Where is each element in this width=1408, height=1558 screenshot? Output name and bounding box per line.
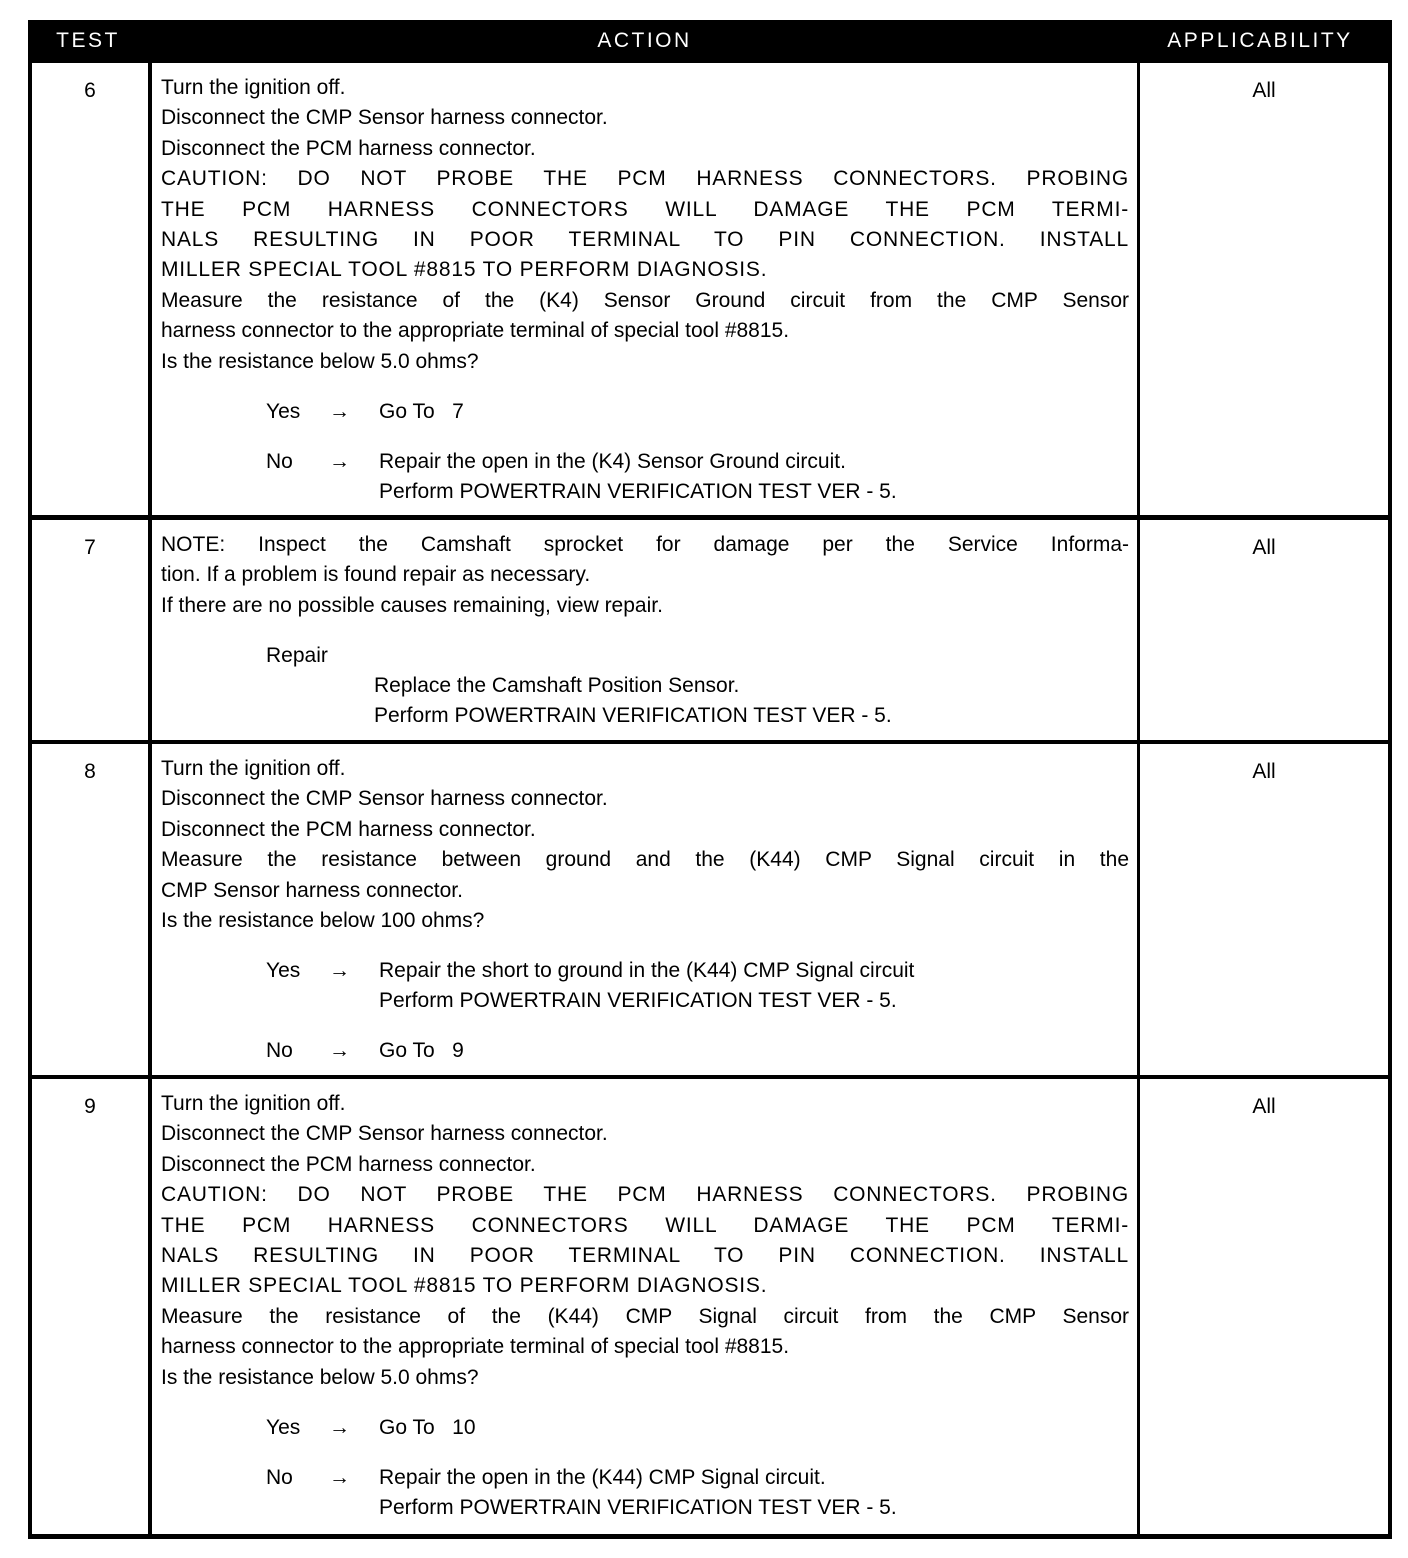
test-number: 7	[32, 520, 148, 740]
caution-line: MILLER SPECIAL TOOL #8815 TO PERFORM DIAGNOSIS.	[161, 1274, 768, 1298]
caution-line: CAUTION: DO NOT PROBE THE PCM HARNESS CONNECTORS. PROBING	[161, 167, 1129, 191]
action-line: Measure the resistance between ground and the (K44) CMP Signal circuit in the	[161, 848, 1129, 872]
no-result: Perform POWERTRAIN VERIFICATION TEST VER - 5.	[379, 1496, 897, 1520]
action-cell	[152, 63, 1137, 515]
note-line: NOTE: Inspect the Camshaft sprocket for damage per the Service Informa-	[161, 533, 1129, 556]
action-line: If there are no possible causes remaining, view repair.	[161, 593, 663, 617]
no-label: No	[266, 450, 293, 474]
question-line: Is the resistance below 5.0 ohms?	[161, 1365, 479, 1389]
header-applicability: APPLICABILITY	[1167, 29, 1353, 52]
yes-result: Go To 7	[379, 400, 464, 424]
yes-label: Yes	[266, 400, 301, 424]
question-line: Is the resistance below 100 ohms?	[161, 909, 485, 933]
header-test: TEST	[56, 29, 120, 52]
yes-option	[161, 397, 1129, 427]
test-number: 9	[32, 1079, 148, 1534]
no-result: Go To 9	[379, 1039, 464, 1063]
test-number: 6	[32, 63, 148, 515]
action-line: Disconnect the CMP Sensor harness connector.	[161, 106, 608, 130]
no-option	[161, 447, 1129, 507]
arrow-icon: →	[329, 1466, 350, 1490]
arrow-icon: →	[329, 1039, 350, 1063]
no-option	[161, 1036, 1129, 1066]
applicability-cell: All	[1140, 744, 1388, 1075]
test-number: 8	[32, 744, 148, 1075]
no-result: Repair the open in the (K44) CMP Signal circuit.	[379, 1466, 826, 1490]
arrow-icon: →	[329, 1416, 350, 1440]
no-result: Perform POWERTRAIN VERIFICATION TEST VER - 5.	[379, 480, 897, 504]
no-result: Repair the open in the (K4) Sensor Ground circuit.	[379, 450, 846, 474]
applicability-cell: All	[1140, 1079, 1388, 1534]
caution-line: NALS RESULTING IN POOR TERMINAL TO PIN CONNECTION. INSTALL	[161, 1244, 1129, 1268]
caution-line: THE PCM HARNESS CONNECTORS WILL DAMAGE THE PCM TERMI-	[161, 197, 1129, 221]
caution-line: MILLER SPECIAL TOOL #8815 TO PERFORM DIAGNOSIS.	[161, 258, 768, 282]
no-option	[161, 1463, 1129, 1523]
action-line: harness connector to the appropriate terminal of special tool #8815.	[161, 319, 790, 343]
action-line: Disconnect the PCM harness connector.	[161, 1152, 536, 1176]
action-line: Disconnect the PCM harness connector.	[161, 817, 536, 841]
action-line: Turn the ignition off.	[161, 757, 346, 780]
action-line: Measure the resistance of the (K44) CMP Signal circuit from the CMP Sensor	[161, 1304, 1129, 1328]
no-label: No	[266, 1466, 293, 1490]
action-line: Measure the resistance of the (K4) Sensor Ground circuit from the CMP Sensor	[161, 288, 1129, 312]
yes-label: Yes	[266, 1416, 301, 1440]
action-line: harness connector to the appropriate terminal of special tool #8815.	[161, 1335, 790, 1359]
caution-line: NALS RESULTING IN POOR TERMINAL TO PIN CONNECTION. INSTALL	[161, 228, 1129, 252]
action-line: Disconnect the PCM harness connector.	[161, 136, 536, 160]
repair-label: Repair	[266, 644, 328, 668]
action-line: Disconnect the CMP Sensor harness connector.	[161, 787, 608, 811]
repair-step: Replace the Camshaft Position Sensor.	[374, 674, 740, 698]
action-cell	[152, 1079, 1137, 1534]
repair-step: Perform POWERTRAIN VERIFICATION TEST VER - 5.	[374, 704, 892, 728]
caution-line: THE PCM HARNESS CONNECTORS WILL DAMAGE THE PCM TERMI-	[161, 1213, 1129, 1237]
action-cell	[152, 744, 1137, 1075]
note-line: tion. If a problem is found repair as necessary.	[161, 563, 591, 587]
applicability-cell: All	[1140, 63, 1388, 515]
action-line: Disconnect the CMP Sensor harness connector.	[161, 1122, 608, 1146]
header-action: ACTION	[597, 29, 692, 52]
yes-result: Perform POWERTRAIN VERIFICATION TEST VER - 5.	[379, 989, 897, 1013]
action-line: Turn the ignition off.	[161, 1092, 346, 1115]
question-line: Is the resistance below 5.0 ohms?	[161, 349, 479, 373]
action-line: CMP Sensor harness connector.	[161, 878, 463, 902]
yes-option	[161, 1413, 1129, 1443]
caution-line: CAUTION: DO NOT PROBE THE PCM HARNESS CONNECTORS. PROBING	[161, 1183, 1129, 1207]
diagnostic-table	[28, 20, 1392, 1539]
arrow-icon: →	[329, 959, 350, 983]
action-cell	[152, 520, 1137, 740]
yes-label: Yes	[266, 959, 301, 983]
repair-option	[161, 641, 1129, 731]
yes-option	[161, 956, 1129, 1016]
applicability-cell: All	[1140, 520, 1388, 740]
yes-result: Repair the short to ground in the (K44) CMP Signal circuit	[379, 959, 915, 983]
action-line: Turn the ignition off.	[161, 76, 346, 99]
arrow-icon: →	[329, 400, 350, 424]
arrow-icon: →	[329, 450, 350, 474]
yes-result: Go To 10	[379, 1416, 476, 1440]
no-label: No	[266, 1039, 293, 1063]
